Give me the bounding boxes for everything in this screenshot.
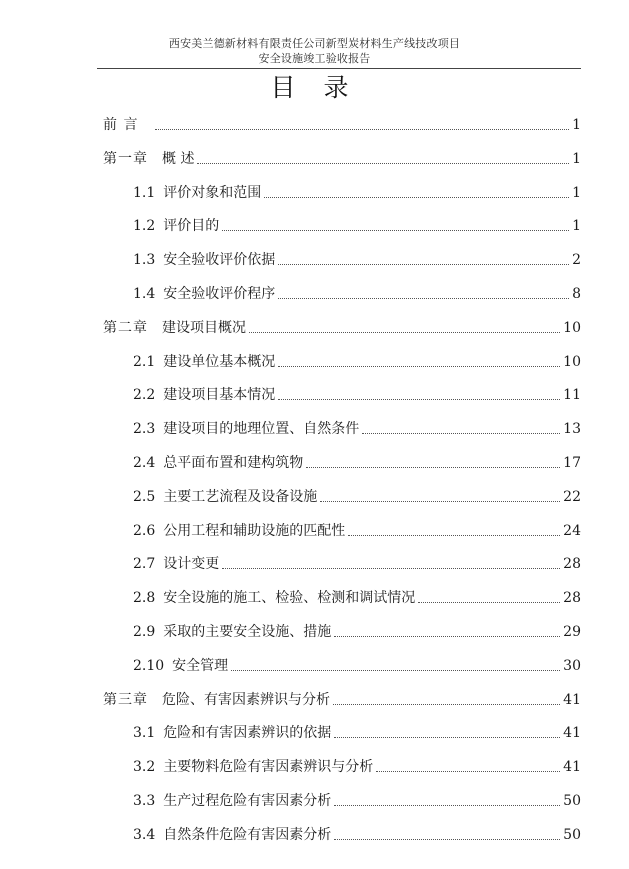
toc-section-entry bbox=[133, 282, 581, 304]
toc-page-number: 17 bbox=[563, 455, 581, 471]
toc-page-number: 50 bbox=[563, 826, 581, 843]
toc-section-entry bbox=[133, 350, 581, 372]
toc-section-entry bbox=[133, 485, 581, 507]
toc-dot-leader bbox=[231, 669, 560, 671]
toc-section-entry bbox=[133, 519, 581, 541]
toc-entry-title: 公用工程和辅助设施的匹配性 bbox=[163, 522, 346, 539]
toc-entry-title: 危险和有害因素辨识的依据 bbox=[163, 725, 332, 742]
toc-page-number: 10 bbox=[563, 319, 581, 336]
toc-dot-leader bbox=[278, 297, 569, 299]
toc-entry-number: 1.2 bbox=[133, 218, 156, 235]
toc-entry-number: 第一章 bbox=[103, 150, 148, 167]
toc-entry-number: 2.9 bbox=[133, 624, 156, 640]
toc-section-entry bbox=[133, 721, 581, 743]
toc-section-entry bbox=[133, 823, 581, 845]
toc-entry-number: 前 言 bbox=[103, 117, 139, 133]
toc-entry-title: 建设单位基本概况 bbox=[163, 353, 276, 370]
toc-entry-title: 设计变更 bbox=[163, 556, 220, 573]
toc-page-number: 13 bbox=[563, 421, 581, 438]
toc-page-number: 28 bbox=[563, 556, 581, 573]
toc-section-entry bbox=[133, 383, 581, 405]
toc-section-entry bbox=[133, 214, 581, 236]
toc-page-number: 50 bbox=[563, 793, 581, 809]
toc-entry-title: 采取的主要安全设施、措施 bbox=[163, 624, 332, 640]
toc-page-number: 1 bbox=[572, 184, 581, 201]
report-header-company-project: 西安美兰德新材料有限责任公司新型炭材料生产线技改项目 bbox=[168, 37, 461, 50]
toc-entry-title: 危险、有害因素辨识与分析 bbox=[162, 691, 330, 708]
toc-dot-leader bbox=[348, 534, 560, 536]
toc-chapter-entry bbox=[103, 113, 581, 135]
toc-entry-title: 主要工艺流程及设备设施 bbox=[163, 488, 318, 505]
toc-entry-number: 2.5 bbox=[133, 488, 156, 505]
toc-page-number: 29 bbox=[563, 624, 581, 640]
toc-dot-leader bbox=[306, 466, 560, 468]
toc-entry-number: 2.4 bbox=[133, 455, 156, 471]
toc-entry-title: 安全设施的施工、检验、检测和调试情况 bbox=[163, 590, 416, 607]
report-header-report-name: 安全设施竣工验收报告 bbox=[258, 52, 371, 65]
toc-page-number: 24 bbox=[563, 522, 581, 539]
toc-dot-leader bbox=[222, 567, 560, 569]
toc-dot-leader bbox=[334, 635, 560, 637]
toc-entry-number: 2.3 bbox=[133, 421, 156, 438]
toc-entry-title: 安全验收评价程序 bbox=[163, 286, 276, 302]
toc-entry-number: 第二章 bbox=[103, 319, 148, 336]
toc-section-entry bbox=[133, 451, 581, 473]
toc-dot-leader bbox=[155, 128, 569, 130]
toc-dot-leader bbox=[222, 229, 569, 231]
toc-dot-leader bbox=[320, 500, 560, 502]
toc-dot-leader bbox=[334, 838, 560, 840]
toc-chapter-entry bbox=[103, 316, 581, 338]
toc-dot-leader bbox=[418, 601, 560, 603]
toc-entry-number: 3.4 bbox=[133, 826, 156, 843]
toc-entry-number: 2.10 bbox=[133, 657, 165, 674]
toc-section-entry bbox=[133, 586, 581, 608]
toc-page-number: 1 bbox=[572, 117, 581, 133]
toc-page-number: 41 bbox=[563, 691, 581, 708]
toc-entry-title: 安全管理 bbox=[172, 657, 229, 674]
toc-dot-leader bbox=[278, 365, 560, 367]
toc-title: 目 录 bbox=[270, 73, 359, 102]
toc-entry-title: 评价对象和范围 bbox=[163, 184, 262, 201]
toc-section-entry bbox=[133, 248, 581, 270]
toc-entry-number: 3.3 bbox=[133, 793, 156, 809]
toc-section-entry bbox=[133, 552, 581, 574]
toc-entry-number: 1.4 bbox=[133, 286, 156, 302]
toc-section-entry bbox=[133, 654, 581, 676]
toc-section-entry bbox=[133, 620, 581, 642]
toc-dot-leader bbox=[376, 770, 560, 772]
toc-dot-leader bbox=[334, 736, 560, 738]
toc-entry-title: 生产过程危险有害因素分析 bbox=[163, 793, 332, 809]
toc-entry-title: 自然条件危险有害因素分析 bbox=[163, 826, 332, 843]
toc-entry-title: 建设项目的地理位置、自然条件 bbox=[163, 421, 360, 438]
toc-page-number: 41 bbox=[563, 725, 581, 742]
toc-page-number: 22 bbox=[563, 488, 581, 505]
toc-page-number: 1 bbox=[572, 150, 581, 167]
toc-entry-number: 2.7 bbox=[133, 556, 156, 573]
toc-entry-number: 1.3 bbox=[133, 252, 156, 269]
toc-dot-leader bbox=[362, 432, 560, 434]
toc-section-entry bbox=[133, 789, 581, 811]
toc-entry-title: 建设项目基本情况 bbox=[163, 387, 276, 404]
toc-page-number: 1 bbox=[572, 218, 581, 235]
toc-entry-title: 概 述 bbox=[162, 150, 195, 167]
toc-entry-title: 安全验收评价依据 bbox=[163, 252, 276, 269]
toc-page-number: 30 bbox=[563, 657, 581, 674]
toc-entry-number: 2.2 bbox=[133, 387, 156, 404]
toc-entry-number: 2.6 bbox=[133, 522, 156, 539]
toc-chapter-entry bbox=[103, 147, 581, 169]
toc-dot-leader bbox=[249, 331, 560, 333]
toc-entry-title: 评价目的 bbox=[163, 218, 220, 235]
toc-entry-number: 3.2 bbox=[133, 759, 156, 776]
header-divider bbox=[97, 68, 581, 69]
toc-page-number: 28 bbox=[563, 590, 581, 607]
toc-dot-leader bbox=[278, 398, 560, 400]
toc-entry-number: 1.1 bbox=[133, 184, 156, 201]
toc-entry-title: 总平面布置和建构筑物 bbox=[163, 455, 304, 471]
toc-entry-title: 建设项目概况 bbox=[162, 319, 246, 336]
toc-section-entry bbox=[133, 417, 581, 439]
toc-dot-leader bbox=[334, 804, 560, 806]
toc-dot-leader bbox=[264, 196, 569, 198]
toc-section-entry bbox=[133, 755, 581, 777]
toc-entry-number: 第三章 bbox=[103, 691, 148, 708]
toc-section-entry bbox=[133, 181, 581, 203]
toc-page-number: 2 bbox=[572, 252, 581, 269]
toc-dot-leader bbox=[197, 162, 569, 164]
toc-entry-title: 主要物料危险有害因素辨识与分析 bbox=[163, 759, 374, 776]
toc-page-number: 41 bbox=[563, 759, 581, 776]
toc-chapter-entry bbox=[103, 688, 581, 710]
toc-page-number: 10 bbox=[563, 353, 581, 370]
toc-entry-number: 2.1 bbox=[133, 353, 156, 370]
toc-entry-number: 2.8 bbox=[133, 590, 156, 607]
toc-dot-leader bbox=[278, 263, 569, 265]
toc-page-number: 8 bbox=[572, 286, 581, 302]
toc-page-number: 11 bbox=[563, 387, 581, 404]
toc-dot-leader bbox=[333, 703, 560, 705]
toc-entry-number: 3.1 bbox=[133, 725, 156, 742]
